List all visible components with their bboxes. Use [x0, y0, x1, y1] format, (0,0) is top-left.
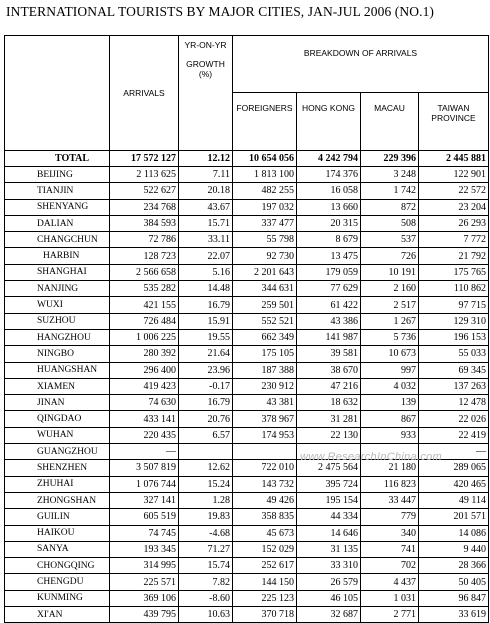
cell-arrivals: 433 141: [110, 411, 179, 427]
table-row: [5, 199, 489, 215]
cell-growth: 6.57: [179, 427, 233, 443]
cell-arrivals: 220 435: [110, 427, 179, 443]
cell-foreigners: 2 201 643: [233, 264, 297, 280]
cell-taiwan: 420 465: [419, 476, 489, 492]
cell-hongkong: 179 059: [297, 264, 361, 280]
cell-arrivals: 421 155: [110, 297, 179, 313]
cell-macau: 508: [361, 215, 419, 231]
cell-city: SHENYANG: [5, 199, 110, 215]
cell-city: SHENZHEN: [5, 460, 110, 476]
cell-city: HAIKOU: [5, 525, 110, 541]
cell-foreigners: 175 105: [233, 346, 297, 362]
cell-growth: 22.07: [179, 248, 233, 264]
cell-growth: 43.67: [179, 199, 233, 215]
cell-foreigners: 358 835: [233, 509, 297, 525]
cell-hongkong: 16 058: [297, 183, 361, 199]
cell-city: SHANGHAI: [5, 264, 110, 280]
cell-hongkong: 46 105: [297, 590, 361, 606]
cell-arrivals: 74 630: [110, 395, 179, 411]
page-title: INTERNATIONAL TOURISTS BY MAJOR CITIES, JAN-JUL 2006 (NO.1): [6, 4, 435, 19]
cell-foreigners: 197 032: [233, 199, 297, 215]
hongkong-header: HONG KONG: [297, 93, 361, 151]
cell-arrivals: 369 106: [110, 590, 179, 606]
cell-arrivals: 726 484: [110, 313, 179, 329]
cell-growth: 12.62: [179, 460, 233, 476]
cell-growth: 15.71: [179, 215, 233, 231]
cell-arrivals: 296 400: [110, 362, 179, 378]
growth-header-line1: YR-ON-YR: [184, 40, 227, 50]
cell-macau: 872: [361, 199, 419, 215]
cell-taiwan: 69 345: [419, 362, 489, 378]
cell-city: WUXI: [5, 297, 110, 313]
cell-hongkong: 2 475 564: [297, 460, 361, 476]
cell-foreigners: 45 673: [233, 525, 297, 541]
cell-arrivals: 2 566 658: [110, 264, 179, 280]
table-row: [5, 541, 489, 557]
cell-arrivals: 74 745: [110, 525, 179, 541]
cell-growth: 7.82: [179, 574, 233, 590]
cell-growth: 14.48: [179, 281, 233, 297]
table-row: [5, 183, 489, 199]
cell-foreigners: 1 813 100: [233, 167, 297, 183]
cell-growth: 33.11: [179, 232, 233, 248]
total-hongkong: 4 242 794: [297, 151, 361, 167]
cell-growth: 1.28: [179, 492, 233, 508]
cell-macau: 5 736: [361, 329, 419, 345]
total-label: TOTAL: [5, 151, 110, 167]
cell-taiwan: 22 026: [419, 411, 489, 427]
total-taiwan: 2 445 881: [419, 151, 489, 167]
cell-city: BEIJING: [5, 167, 110, 183]
cell-arrivals: 522 627: [110, 183, 179, 199]
cell-city: SUZHOU: [5, 313, 110, 329]
cell-macau: 726: [361, 248, 419, 264]
cell-macau: 1 267: [361, 313, 419, 329]
cell-taiwan: 21 792: [419, 248, 489, 264]
table-row: [5, 607, 489, 623]
cell-foreigners: 662 349: [233, 329, 297, 345]
cell-city: CHENGDU: [5, 574, 110, 590]
table-row: [5, 427, 489, 443]
cell-macau: 3 248: [361, 167, 419, 183]
cell-growth: 15.74: [179, 558, 233, 574]
cell-growth: -8.60: [179, 590, 233, 606]
growth-header: [179, 36, 233, 151]
cell-foreigners: [233, 444, 297, 460]
total-arrivals: 17 572 127: [110, 151, 179, 167]
cell-hongkong: 13 660: [297, 199, 361, 215]
table-body: [5, 151, 489, 623]
cell-growth: 16.79: [179, 395, 233, 411]
cell-taiwan: 289 065: [419, 460, 489, 476]
cell-arrivals: 1 076 744: [110, 476, 179, 492]
cell-hongkong: 8 679: [297, 232, 361, 248]
cell-foreigners: 174 953: [233, 427, 297, 443]
table-row: [5, 558, 489, 574]
cell-city: NINGBO: [5, 346, 110, 362]
table-row: [5, 362, 489, 378]
table-row: [5, 476, 489, 492]
cell-macau: 10 191: [361, 264, 419, 280]
cell-taiwan: 9 440: [419, 541, 489, 557]
cell-growth: 10.63: [179, 607, 233, 623]
cell-taiwan: 201 571: [419, 509, 489, 525]
breakdown-header: BREAKDOWN OF ARRIVALS: [233, 36, 489, 93]
cell-growth: 21.64: [179, 346, 233, 362]
cell-hongkong: 195 154: [297, 492, 361, 508]
cell-growth: [179, 444, 233, 460]
cell-city: DALIAN: [5, 215, 110, 231]
table-row: [5, 574, 489, 590]
cell-arrivals: 605 519: [110, 509, 179, 525]
table-row: [5, 167, 489, 183]
cell-growth: 15.24: [179, 476, 233, 492]
cell-arrivals: 314 995: [110, 558, 179, 574]
cell-hongkong: 20 315: [297, 215, 361, 231]
cell-foreigners: 337 477: [233, 215, 297, 231]
table-row: [5, 411, 489, 427]
cell-macau: 10 673: [361, 346, 419, 362]
watermark: www.ResearchInChina.com: [300, 451, 443, 463]
cell-macau: 741: [361, 541, 419, 557]
cell-foreigners: 252 617: [233, 558, 297, 574]
cell-arrivals: 535 282: [110, 281, 179, 297]
cell-macau: 997: [361, 362, 419, 378]
cell-city: GUILIN: [5, 509, 110, 525]
growth-header-line2: GROWTH: [186, 59, 225, 69]
cell-taiwan: 12 478: [419, 395, 489, 411]
cell-city: HARBIN: [5, 248, 110, 264]
cell-foreigners: 482 255: [233, 183, 297, 199]
cell-foreigners: 225 123: [233, 590, 297, 606]
cell-city: QINGDAO: [5, 411, 110, 427]
cell-hongkong: 32 687: [297, 607, 361, 623]
cell-city: XIAMEN: [5, 378, 110, 394]
cell-hongkong: 43 386: [297, 313, 361, 329]
cell-foreigners: 552 521: [233, 313, 297, 329]
macau-header: MACAU: [361, 93, 419, 151]
cell-arrivals: 193 345: [110, 541, 179, 557]
cell-city: GUANGZHOU: [5, 444, 110, 460]
table-row: [5, 509, 489, 525]
header-row-1: [5, 36, 489, 93]
table-row: [5, 281, 489, 297]
taiwan-header-line1: TAIWAN: [437, 103, 470, 113]
cell-taiwan: 23 204: [419, 199, 489, 215]
taiwan-header: [419, 93, 489, 151]
cell-arrivals: 72 786: [110, 232, 179, 248]
cell-hongkong: 395 724: [297, 476, 361, 492]
cell-macau: 2 517: [361, 297, 419, 313]
cell-macau: 139: [361, 395, 419, 411]
cell-hongkong: 13 475: [297, 248, 361, 264]
cell-macau: 340: [361, 525, 419, 541]
cell-growth: 71.27: [179, 541, 233, 557]
cell-growth: 20.18: [179, 183, 233, 199]
table-row: [5, 492, 489, 508]
cell-foreigners: 230 912: [233, 378, 297, 394]
foreigners-header: FOREIGNERS: [233, 93, 297, 151]
cell-city: JINAN: [5, 395, 110, 411]
total-growth: 12.12: [179, 151, 233, 167]
cell-foreigners: 92 730: [233, 248, 297, 264]
cell-arrivals: 419 423: [110, 378, 179, 394]
cell-growth: 23.96: [179, 362, 233, 378]
cell-macau: 1 742: [361, 183, 419, 199]
cell-arrivals: 2 113 625: [110, 167, 179, 183]
cell-arrivals: 384 593: [110, 215, 179, 231]
cell-hongkong: 26 579: [297, 574, 361, 590]
cell-hongkong: 141 987: [297, 329, 361, 345]
cell-taiwan: 175 765: [419, 264, 489, 280]
cell-city: HUANGSHAN: [5, 362, 110, 378]
cell-growth: 5.16: [179, 264, 233, 280]
cell-hongkong: 33 310: [297, 558, 361, 574]
table-row: [5, 232, 489, 248]
cell-hongkong: 14 646: [297, 525, 361, 541]
total-macau: 229 396: [361, 151, 419, 167]
cell-foreigners: 344 631: [233, 281, 297, 297]
cell-foreigners: 49 426: [233, 492, 297, 508]
cell-city: CHANGCHUN: [5, 232, 110, 248]
table-row: [5, 378, 489, 394]
cell-taiwan: 7 772: [419, 232, 489, 248]
cell-macau: 537: [361, 232, 419, 248]
cell-macau: 2 771: [361, 607, 419, 623]
cell-city: NANJING: [5, 281, 110, 297]
table-row: [5, 215, 489, 231]
cell-macau: 779: [361, 509, 419, 525]
table-row: [5, 346, 489, 362]
cell-city: ZHONGSHAN: [5, 492, 110, 508]
cell-hongkong: 61 422: [297, 297, 361, 313]
cell-foreigners: 143 732: [233, 476, 297, 492]
cell-taiwan: 50 405: [419, 574, 489, 590]
cell-taiwan: 22 572: [419, 183, 489, 199]
cell-growth: 15.91: [179, 313, 233, 329]
cell-taiwan: 49 114: [419, 492, 489, 508]
cell-taiwan: 129 310: [419, 313, 489, 329]
cell-macau: 867: [361, 411, 419, 427]
cell-taiwan: 97 715: [419, 297, 489, 313]
cell-hongkong: 47 216: [297, 378, 361, 394]
cell-city: WUHAN: [5, 427, 110, 443]
cell-taiwan: 110 862: [419, 281, 489, 297]
cell-city: HANGZHOU: [5, 329, 110, 345]
cell-arrivals: 128 723: [110, 248, 179, 264]
cell-taiwan: 196 153: [419, 329, 489, 345]
cell-hongkong: 44 334: [297, 509, 361, 525]
table-row: [5, 525, 489, 541]
total-foreigners: 10 654 056: [233, 151, 297, 167]
arrivals-header: ARRIVALS: [110, 36, 179, 151]
cell-foreigners: 370 718: [233, 607, 297, 623]
cell-city: CHONGQING: [5, 558, 110, 574]
cell-taiwan: 96 847: [419, 590, 489, 606]
cell-city: SANYA: [5, 541, 110, 557]
cell-city: TIANJIN: [5, 183, 110, 199]
cell-arrivals: 234 768: [110, 199, 179, 215]
cell-taiwan: 26 293: [419, 215, 489, 231]
cell-foreigners: 187 388: [233, 362, 297, 378]
cell-city: XI'AN: [5, 607, 110, 623]
cell-growth: -0.17: [179, 378, 233, 394]
table-row: [5, 248, 489, 264]
cell-hongkong: 22 130: [297, 427, 361, 443]
cell-growth: 20.76: [179, 411, 233, 427]
cell-foreigners: 259 501: [233, 297, 297, 313]
cell-city: ZHUHAI: [5, 476, 110, 492]
cell-taiwan: 14 086: [419, 525, 489, 541]
cell-taiwan: 22 419: [419, 427, 489, 443]
cell-hongkong: 174 376: [297, 167, 361, 183]
cell-taiwan: 137 263: [419, 378, 489, 394]
total-row: [5, 151, 489, 167]
table-row: [5, 313, 489, 329]
cell-arrivals: 327 141: [110, 492, 179, 508]
cell-foreigners: 722 010: [233, 460, 297, 476]
cell-arrivals: —: [110, 444, 179, 460]
cell-macau: 1 031: [361, 590, 419, 606]
cell-arrivals: 280 392: [110, 346, 179, 362]
cell-macau: 116 823: [361, 476, 419, 492]
taiwan-header-line2: PROVINCE: [431, 113, 476, 123]
table-row: [5, 329, 489, 345]
cell-hongkong: 38 670: [297, 362, 361, 378]
cell-hongkong: 39 581: [297, 346, 361, 362]
cell-foreigners: 378 967: [233, 411, 297, 427]
cell-macau: 933: [361, 427, 419, 443]
cell-hongkong: 18 632: [297, 395, 361, 411]
cell-foreigners: 152 029: [233, 541, 297, 557]
cell-taiwan: 55 033: [419, 346, 489, 362]
cell-arrivals: 3 507 819: [110, 460, 179, 476]
tourists-table: [4, 35, 489, 623]
cell-hongkong: 31 135: [297, 541, 361, 557]
cell-arrivals: 439 795: [110, 607, 179, 623]
cell-macau: 2 160: [361, 281, 419, 297]
cell-arrivals: 225 571: [110, 574, 179, 590]
cell-growth: 19.55: [179, 329, 233, 345]
cell-macau: 21 180: [361, 460, 419, 476]
city-header: [5, 36, 110, 151]
growth-header-line3: (%): [198, 69, 213, 79]
table-row: [5, 297, 489, 313]
cell-taiwan: 122 901: [419, 167, 489, 183]
cell-macau: 4 032: [361, 378, 419, 394]
cell-growth: -4.68: [179, 525, 233, 541]
cell-macau: 702: [361, 558, 419, 574]
cell-growth: 19.83: [179, 509, 233, 525]
cell-arrivals: 1 006 225: [110, 329, 179, 345]
cell-foreigners: 55 798: [233, 232, 297, 248]
cell-city: KUNMING: [5, 590, 110, 606]
cell-macau: 33 447: [361, 492, 419, 508]
cell-foreigners: 43 381: [233, 395, 297, 411]
table-row: [5, 395, 489, 411]
cell-growth: 7.11: [179, 167, 233, 183]
cell-taiwan: 28 366: [419, 558, 489, 574]
cell-macau: 4 437: [361, 574, 419, 590]
table-row: [5, 264, 489, 280]
cell-taiwan: —: [419, 444, 489, 460]
table-row: [5, 590, 489, 606]
cell-taiwan: 33 619: [419, 607, 489, 623]
cell-growth: 16.79: [179, 297, 233, 313]
cell-hongkong: 31 281: [297, 411, 361, 427]
cell-hongkong: 77 629: [297, 281, 361, 297]
cell-foreigners: 144 150: [233, 574, 297, 590]
